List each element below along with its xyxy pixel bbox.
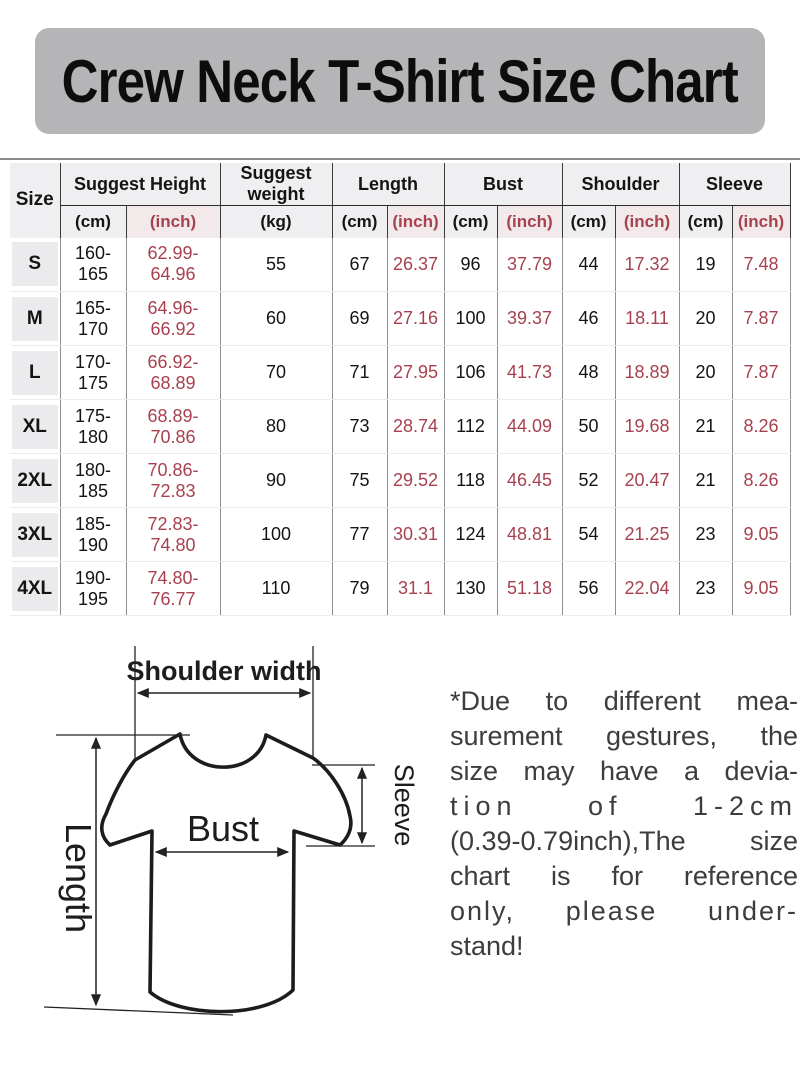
value-cell: 7.87 (732, 292, 790, 346)
value-cell: 27.16 (387, 292, 444, 346)
value-cell: 48 (562, 346, 615, 400)
value-cell: 118 (444, 454, 497, 508)
value-cell: 18.11 (615, 292, 679, 346)
value-cell: 112 (444, 400, 497, 454)
tshirt-outline (102, 734, 351, 1012)
sleeve-label: Sleeve (389, 763, 419, 847)
size-cell (10, 238, 60, 292)
note-line: (0.39-0.79inch),The size (450, 826, 798, 856)
value-cell: 50 (562, 400, 615, 454)
value-cell: 54 (562, 508, 615, 562)
unit-sleeve-cm: (cm) (679, 206, 732, 238)
note-line: surement gestures, the (450, 721, 798, 751)
value-cell: 170-175 (60, 346, 126, 400)
value-cell: 21 (679, 454, 732, 508)
size-label: 4XL (12, 567, 58, 611)
size-cell (10, 508, 60, 562)
value-cell: 106 (444, 346, 497, 400)
value-cell: 69 (332, 292, 387, 346)
value-cell: 22.04 (615, 562, 679, 616)
value-cell: 30.31 (387, 508, 444, 562)
value-cell: 46 (562, 292, 615, 346)
value-cell: 67 (332, 238, 387, 292)
value-cell: 74.80-76.77 (126, 562, 220, 616)
value-cell: 20.47 (615, 454, 679, 508)
value-cell: 190-195 (60, 562, 126, 616)
col-header-suggest-weight: Suggest weight (220, 163, 332, 206)
note-line: stand! (450, 931, 524, 961)
value-cell: 100 (220, 508, 332, 562)
value-cell: 100 (444, 292, 497, 346)
length-label: Length (58, 822, 99, 934)
unit-shoulder-inch: (inch) (615, 206, 679, 238)
value-cell: 23 (679, 562, 732, 616)
size-cell (10, 454, 60, 508)
value-cell: 37.79 (497, 238, 562, 292)
title-banner (35, 28, 765, 134)
unit-height-cm: (cm) (60, 206, 126, 238)
size-label: XL (12, 405, 58, 449)
value-cell: 9.05 (732, 562, 790, 616)
value-cell: 19 (679, 238, 732, 292)
value-cell: 96 (444, 238, 497, 292)
value-cell: 56 (562, 562, 615, 616)
unit-bust-inch: (inch) (497, 206, 562, 238)
value-cell: 73 (332, 400, 387, 454)
page-title: Crew Neck T-Shirt Size Chart (61, 47, 739, 115)
unit-bust-cm: (cm) (444, 206, 497, 238)
value-cell: 31.1 (387, 562, 444, 616)
value-cell: 55 (220, 238, 332, 292)
size-label: S (12, 242, 58, 286)
value-cell: 185-190 (60, 508, 126, 562)
value-cell: 27.95 (387, 346, 444, 400)
size-table (10, 163, 791, 616)
value-cell: 70 (220, 346, 332, 400)
size-cell (10, 562, 60, 616)
value-cell: 77 (332, 508, 387, 562)
value-cell: 175-180 (60, 400, 126, 454)
note-line: *Due to different mea- (450, 686, 798, 716)
value-cell: 62.99-64.96 (126, 238, 220, 292)
value-cell: 41.73 (497, 346, 562, 400)
value-cell: 75 (332, 454, 387, 508)
col-header-length: Length (332, 163, 444, 206)
value-cell: 71 (332, 346, 387, 400)
size-label: 3XL (12, 513, 58, 557)
value-cell: 44 (562, 238, 615, 292)
value-cell: 124 (444, 508, 497, 562)
unit-length-cm: (cm) (332, 206, 387, 238)
tshirt-diagram-svg (28, 638, 448, 1046)
table-row (10, 292, 790, 346)
value-cell: 70.86-72.83 (126, 454, 220, 508)
unit-height-inch: (inch) (126, 206, 220, 238)
value-cell: 9.05 (732, 508, 790, 562)
unit-shoulder-cm: (cm) (562, 206, 615, 238)
shoulder-width-label: Shoulder width (126, 656, 322, 686)
value-cell: 8.26 (732, 400, 790, 454)
value-cell: 7.87 (732, 346, 790, 400)
value-cell: 21 (679, 400, 732, 454)
value-cell: 165-170 (60, 292, 126, 346)
col-header-shoulder: Shoulder (562, 163, 679, 206)
bust-label: Bust (186, 808, 260, 849)
table-row (10, 238, 790, 292)
unit-sleeve-inch: (inch) (732, 206, 790, 238)
col-header-suggest-height: Suggest Height (60, 163, 220, 206)
note-line: size may have a devia- (450, 756, 798, 786)
value-cell: 180-185 (60, 454, 126, 508)
value-cell: 21.25 (615, 508, 679, 562)
disclaimer-note (450, 684, 798, 1051)
value-cell: 39.37 (497, 292, 562, 346)
value-cell: 48.81 (497, 508, 562, 562)
value-cell: 23 (679, 508, 732, 562)
value-cell: 44.09 (497, 400, 562, 454)
size-label: M (12, 297, 58, 341)
value-cell: 29.52 (387, 454, 444, 508)
value-cell: 19.68 (615, 400, 679, 454)
value-cell: 68.89-70.86 (126, 400, 220, 454)
size-table-section (0, 158, 800, 616)
value-cell: 7.48 (732, 238, 790, 292)
value-cell: 46.45 (497, 454, 562, 508)
note-line: only, please under- (450, 896, 798, 926)
value-cell: 51.18 (497, 562, 562, 616)
table-row (10, 562, 790, 616)
value-cell: 64.96-66.92 (126, 292, 220, 346)
size-table-body (10, 238, 790, 616)
value-cell: 110 (220, 562, 332, 616)
value-cell: 130 (444, 562, 497, 616)
header-group-row (10, 163, 790, 206)
value-cell: 28.74 (387, 400, 444, 454)
value-cell: 20 (679, 346, 732, 400)
table-row (10, 400, 790, 454)
value-cell: 8.26 (732, 454, 790, 508)
table-row (10, 508, 790, 562)
col-header-bust: Bust (444, 163, 562, 206)
bottom-section (0, 638, 800, 1051)
unit-weight-kg: (kg) (220, 206, 332, 238)
size-cell (10, 346, 60, 400)
note-line: tion of 1-2cm (450, 791, 798, 821)
value-cell: 52 (562, 454, 615, 508)
value-cell: 60 (220, 292, 332, 346)
col-header-sleeve: Sleeve (679, 163, 790, 206)
value-cell: 26.37 (387, 238, 444, 292)
col-header-size: Size (10, 163, 60, 238)
header-unit-row (10, 206, 790, 238)
value-cell: 79 (332, 562, 387, 616)
tshirt-measurement-diagram (28, 638, 448, 1051)
unit-length-inch: (inch) (387, 206, 444, 238)
size-label: 2XL (12, 459, 58, 503)
value-cell: 66.92-68.89 (126, 346, 220, 400)
table-row (10, 454, 790, 508)
value-cell: 20 (679, 292, 732, 346)
value-cell: 90 (220, 454, 332, 508)
value-cell: 80 (220, 400, 332, 454)
table-row (10, 346, 790, 400)
size-label: L (12, 351, 58, 395)
value-cell: 160-165 (60, 238, 126, 292)
note-line: chart is for reference (450, 861, 798, 891)
size-cell (10, 292, 60, 346)
size-cell (10, 400, 60, 454)
value-cell: 17.32 (615, 238, 679, 292)
value-cell: 18.89 (615, 346, 679, 400)
value-cell: 72.83-74.80 (126, 508, 220, 562)
